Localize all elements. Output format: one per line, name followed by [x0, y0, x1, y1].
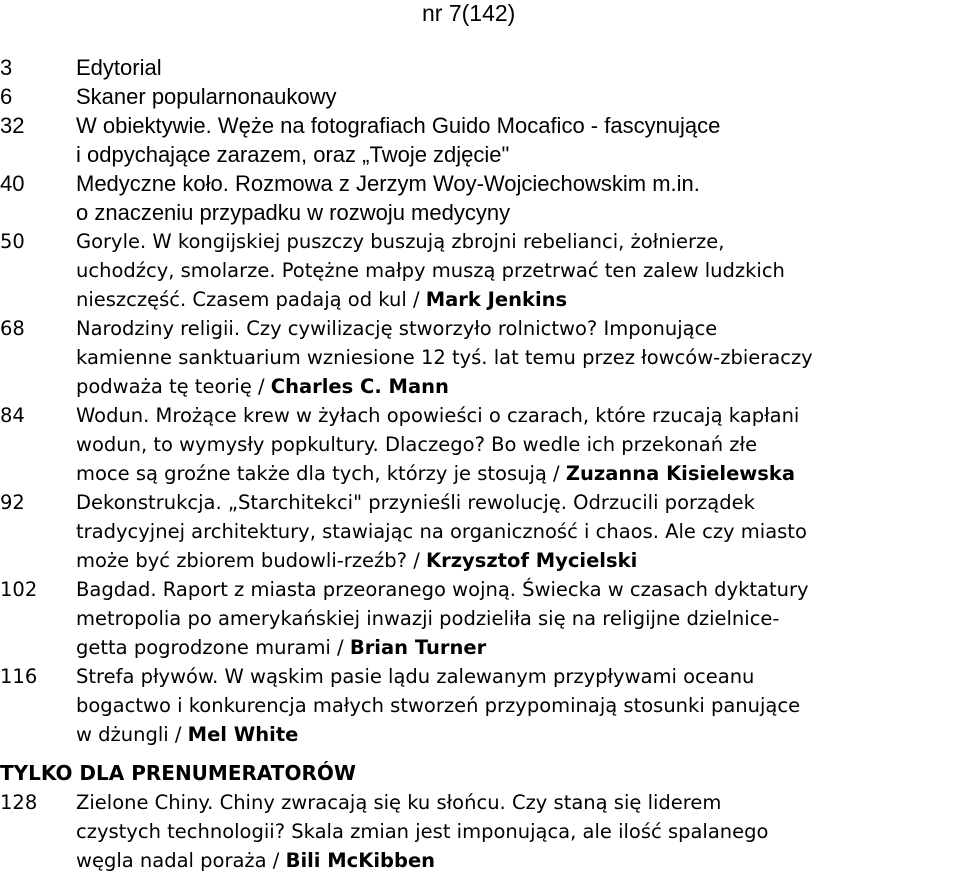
entry-line: metropolia po amerykańskiej inwazji podzieliła się na religijne dzielnice- [76, 607, 780, 630]
page-number: 3 [0, 55, 13, 80]
contents-entry [0, 314, 958, 401]
subscribers-section-heading: TYLKO DLA PRENUMERATORÓW [0, 761, 356, 785]
entry-line: Goryle. W kongijskiej puszczy buszują zbrojni rebelianci, żołnierze, [76, 230, 725, 253]
contents-entry [0, 111, 958, 169]
page-number: 40 [0, 171, 25, 196]
contents-entry [0, 788, 958, 875]
entry-line: kamienne sanktuarium wzniesione 12 tyś. lat temu przez łowców-zbieraczy [76, 346, 813, 369]
contents-entry [0, 169, 958, 227]
entry-line: moce są groźne także dla tych, którzy je stosują / [76, 462, 566, 485]
entry-line-with-author [76, 285, 958, 314]
page-number: 6 [0, 84, 13, 109]
issue-number: nr 7(142) [422, 0, 516, 26]
entry-line: nieszczęść. Czasem padają od kul / [76, 288, 426, 311]
entry-line: o znaczeniu przypadku w rozwoju medycyny [76, 200, 511, 225]
entry-line-with-author [76, 720, 958, 749]
entry-line: węgla nadal poraża / [76, 849, 286, 872]
contents-entry [0, 401, 958, 488]
entry-line: Zielone Chiny. Chiny zwracają się ku słońcu. Czy staną się liderem [76, 791, 722, 814]
entry-line: Bagdad. Raport z miasta przeoranego wojną. Świecka w czasach dyktatury [76, 578, 809, 601]
entry-line: W obiektywie. Węże na fotografiach Guido Mocafico - fascynujące [76, 113, 721, 138]
entry-line: Medyczne koło. Rozmowa z Jerzym Woy-Wojciechowskim m.in. [76, 171, 700, 196]
entry-line: czystych technologii? Skala zmian jest imponująca, ale ilość spalanego [76, 820, 769, 843]
entry-line-with-author [76, 633, 958, 662]
entry-line: wodun, to wymysły popkultury. Dlaczego? Bo wedle ich przekonań złe [76, 433, 758, 456]
entry-line: Dekonstrukcja. „Starchitekci" przynieśli rewolucję. Odrzucili porządek [76, 491, 755, 514]
entry-line-with-author [76, 546, 958, 575]
entry-line: uchodźcy, smolarze. Potężne małpy muszą przetrwać ten zalew ludzkich [76, 259, 785, 282]
entry-line: podważa tę teorię / [76, 375, 271, 398]
page-number: 92 [0, 491, 25, 514]
entry-line: Strefa pływów. W wąskim pasie lądu zalewanym przypływami oceanu [76, 665, 755, 688]
contents-list [0, 53, 958, 749]
contents-entry [0, 53, 958, 82]
author-name: Charles C. Mann [270, 375, 449, 398]
page-number: 102 [0, 578, 38, 601]
entry-title: Edytorial [76, 55, 162, 80]
page-number: 32 [0, 113, 25, 138]
entry-line: Narodziny religii. Czy cywilizację stworzyło rolnictwo? Imponujące [76, 317, 718, 340]
entry-line: Wodun. Mrożące krew w żyłach opowieści o czarach, które rzucają kapłani [76, 404, 800, 427]
contents-entry [0, 227, 958, 314]
page-number: 68 [0, 317, 25, 340]
entry-line-with-author [76, 372, 958, 401]
contents-entry [0, 82, 958, 111]
author-name: Krzysztof Mycielski [425, 549, 638, 572]
contents-entry [0, 575, 958, 662]
entry-line-with-author [76, 846, 958, 875]
page-number: 84 [0, 404, 25, 427]
entry-line: tradycyjnej architektury, stawiając na organiczność i chaos. Ale czy miasto [76, 520, 807, 543]
contents-entry [0, 662, 958, 749]
page-number: 128 [0, 791, 38, 814]
entry-title: Skaner popularnonaukowy [76, 84, 337, 109]
page-number: 116 [0, 665, 38, 688]
entry-line: getta pogrodzone murami / [76, 636, 350, 659]
entry-line: może być zbiorem budowli-rzeźb? / [76, 549, 426, 572]
author-name: Mark Jenkins [425, 288, 568, 311]
author-name: Brian Turner [349, 636, 487, 659]
page-number: 50 [0, 230, 25, 253]
entry-line: bogactwo i konkurencja małych stworzeń przypominają stosunki panujące [76, 694, 801, 717]
subscribers-contents-list [0, 788, 958, 875]
entry-line: w dżungli / [76, 723, 188, 746]
author-name: Zuzanna Kisielewska [565, 462, 796, 485]
entry-line-with-author [76, 459, 958, 488]
author-name: Mel White [187, 723, 299, 746]
contents-entry [0, 488, 958, 575]
author-name: Bili McKibben [285, 849, 436, 872]
entry-line: i odpychające zarazem, oraz „Twoje zdjęcie" [76, 142, 510, 167]
